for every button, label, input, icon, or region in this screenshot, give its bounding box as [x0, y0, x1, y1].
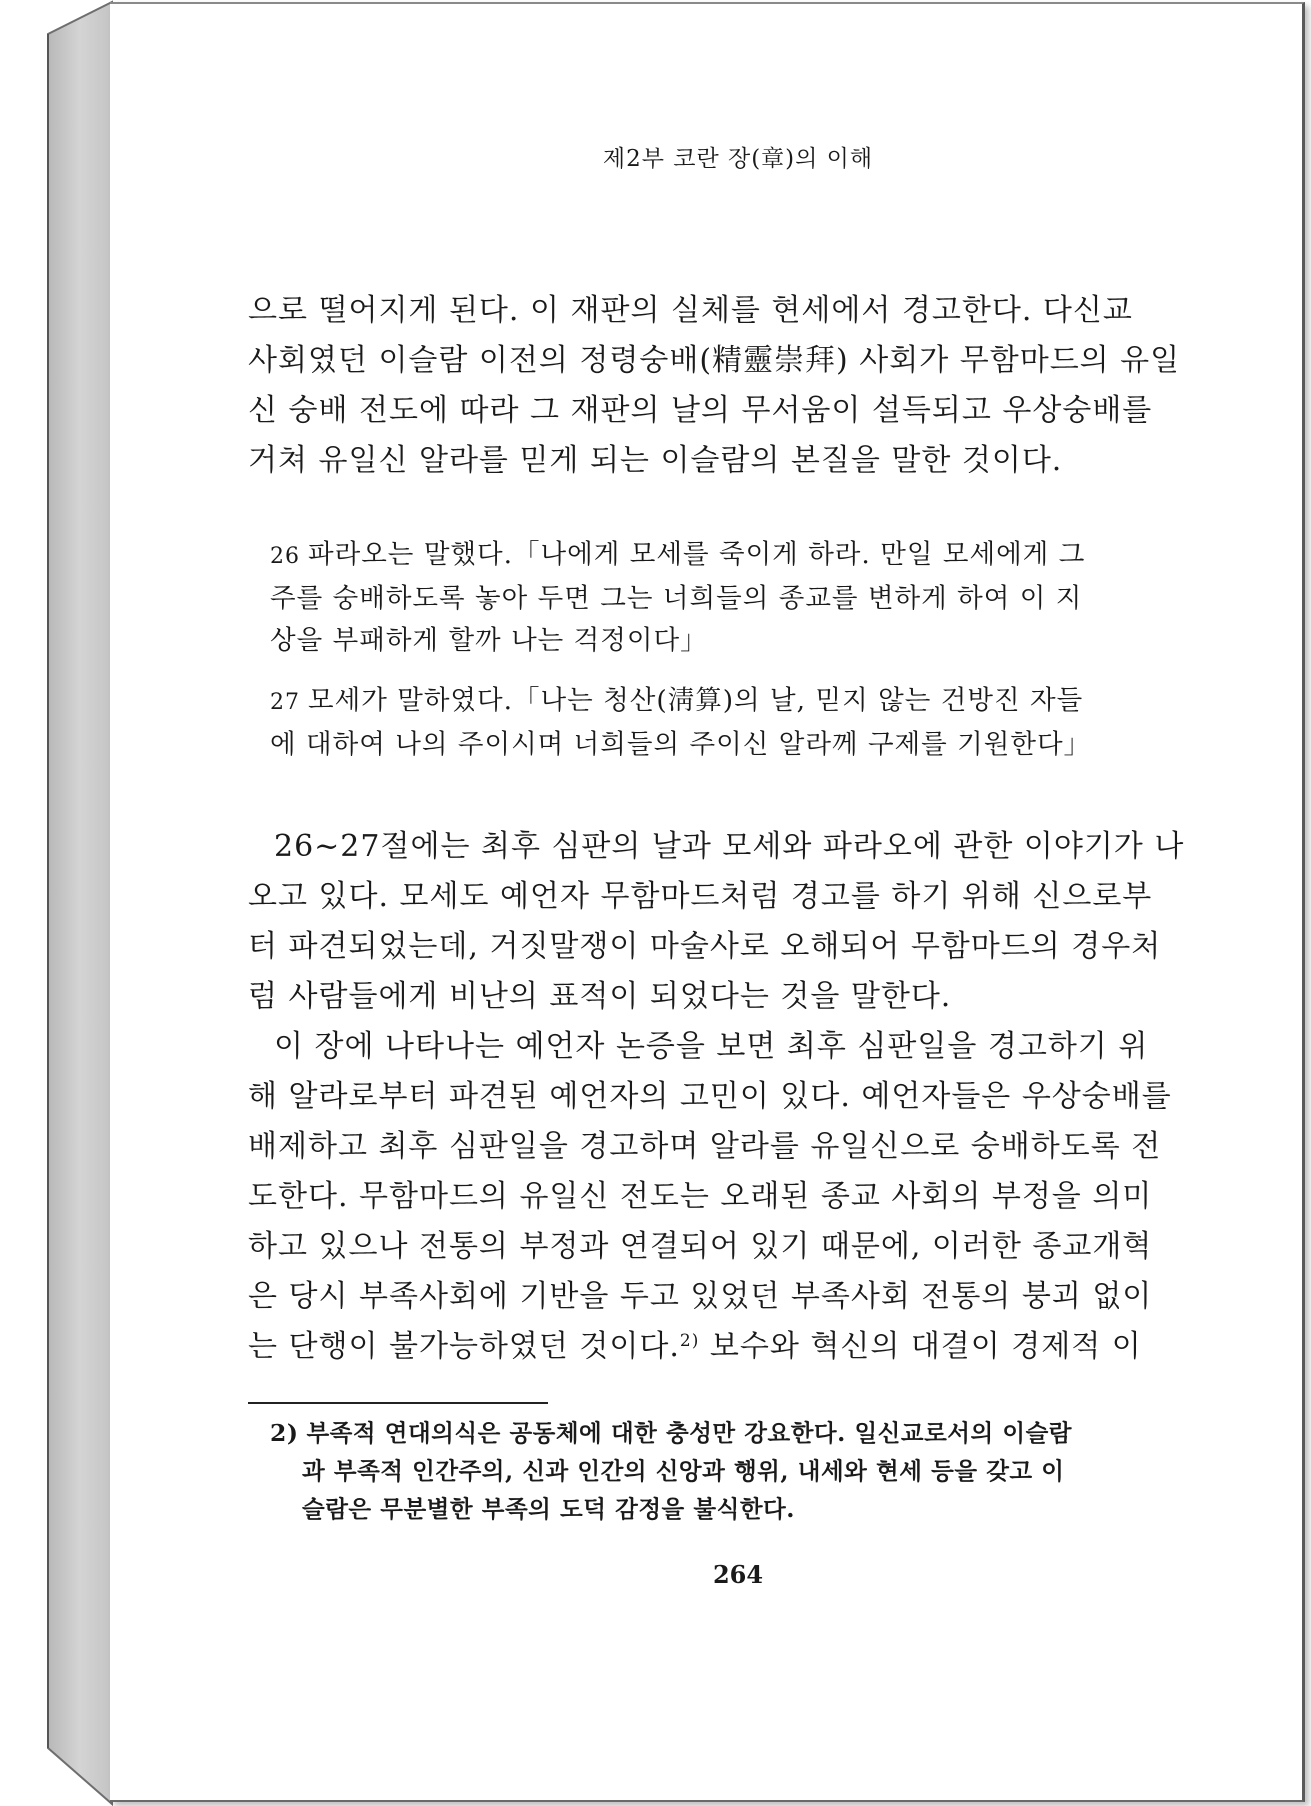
verse-27-line: 에 대하여 나의 주이시며 너희들의 주이신 알라께 구제를 기원한다」 — [270, 729, 1092, 760]
verse-26-line: 주를 숭배하도록 놓아 두면 그는 너희들의 종교를 변하게 하여 이 지 — [270, 583, 1083, 614]
footnote-line: 과 부족적 인간주의, 신과 인간의 신앙과 행위, 내세와 현세 등을 갖고 이 — [302, 1457, 1065, 1485]
paragraph-3-line: 은 당시 부족사회에 기반을 두고 있었던 부족사회 전통의 붕괴 없이 — [248, 1279, 1153, 1314]
paragraph-3-line: 도한다. 무함마드의 유일신 전도는 오래된 종교 사회의 부정을 의미 — [248, 1179, 1153, 1214]
paragraph-1-line: 사회였던 이슬람 이전의 정령숭배(精靈崇拜) 사회가 무함마드의 유일 — [248, 343, 1181, 378]
footnote-reference[interactable]: 2) — [679, 1331, 700, 1351]
paragraph-3-text: 는 단행이 불가능하였던 것이다. — [248, 1329, 680, 1364]
verse-27-line — [270, 680, 1222, 724]
verse-26 — [270, 534, 1222, 662]
footnote-line: 슬람은 무분별한 부족의 도덕 감정을 불식한다. — [302, 1495, 795, 1523]
footnote-text: 부족적 연대의식은 공동체에 대한 충성만 강요한다. 일신교로서의 이슬람 — [306, 1419, 1072, 1447]
verse-number: 26 — [270, 544, 300, 569]
paragraph-3-line: 해 알라로부터 파견된 예언자의 고민이 있다. 예언자들은 우상숭배를 — [248, 1079, 1172, 1114]
paragraph-3-line: 하고 있으나 전통의 부정과 연결되어 있기 때문에, 이러한 종교개혁 — [248, 1229, 1153, 1264]
footnote-line — [270, 1414, 1230, 1452]
page-number: 264 — [712, 1560, 764, 1589]
verse-26-line: 상을 부패하게 할까 나는 걱정이다」 — [270, 625, 708, 656]
paragraph-1-line: 거쳐 유일신 알라를 믿게 되는 이슬람의 본질을 말한 것이다. — [248, 443, 1063, 478]
book-spine — [0, 0, 114, 1806]
verse-26-line — [270, 534, 1222, 578]
footnote-number: 2) — [270, 1419, 299, 1447]
verse-text: 모세가 말하였다.「나는 청산(淸算)의 날, 믿지 않는 건방진 자들 — [308, 685, 1084, 716]
running-header: 제2부 코란 장(章)의 이해 — [602, 146, 874, 172]
paragraph-1-line: 으로 떨어지게 된다. 이 재판의 실체를 현세에서 경고한다. 다신교 — [248, 293, 1133, 328]
verse-27 — [270, 680, 1222, 766]
paragraph-2-line: 26~27절에는 최후 심판의 날과 모세와 파라오에 관한 이야기가 나 — [274, 829, 1185, 864]
footnote-divider — [248, 1402, 548, 1404]
paragraph-2 — [248, 822, 1230, 1022]
paragraph-2-line: 오고 있다. 모세도 예언자 무함마드처럼 경고를 하기 위해 신으로부 — [248, 879, 1153, 914]
paragraph-1-line: 신 숭배 전도에 따라 그 재판의 날의 무서움이 설득되고 우상숭배를 — [248, 393, 1153, 428]
paragraph-3 — [248, 1022, 1230, 1372]
paragraph-3-line: 배제하고 최후 심판일을 경고하며 알라를 유일신으로 숭배하도록 전 — [248, 1129, 1162, 1164]
footnote — [270, 1414, 1230, 1528]
paragraph-1 — [248, 286, 1230, 486]
paragraph-3-text: 보수와 혁신의 대결이 경제적 이 — [699, 1329, 1142, 1364]
paragraph-3-line: 이 장에 나타나는 예언자 논증을 보면 최후 심판일을 경고하기 위 — [274, 1029, 1149, 1064]
paragraph-2-line: 터 파견되었는데, 거짓말쟁이 마술사로 오해되어 무함마드의 경우처 — [248, 929, 1162, 964]
paragraph-3-line — [248, 1322, 1230, 1372]
verse-text: 파라오는 말했다.「나에게 모세를 죽이게 하라. 만일 모세에게 그 — [308, 539, 1086, 570]
paragraph-2-line: 럼 사람들에게 비난의 표적이 되었다는 것을 말한다. — [248, 979, 952, 1014]
verse-number: 27 — [270, 690, 300, 715]
page — [110, 2, 1305, 1802]
